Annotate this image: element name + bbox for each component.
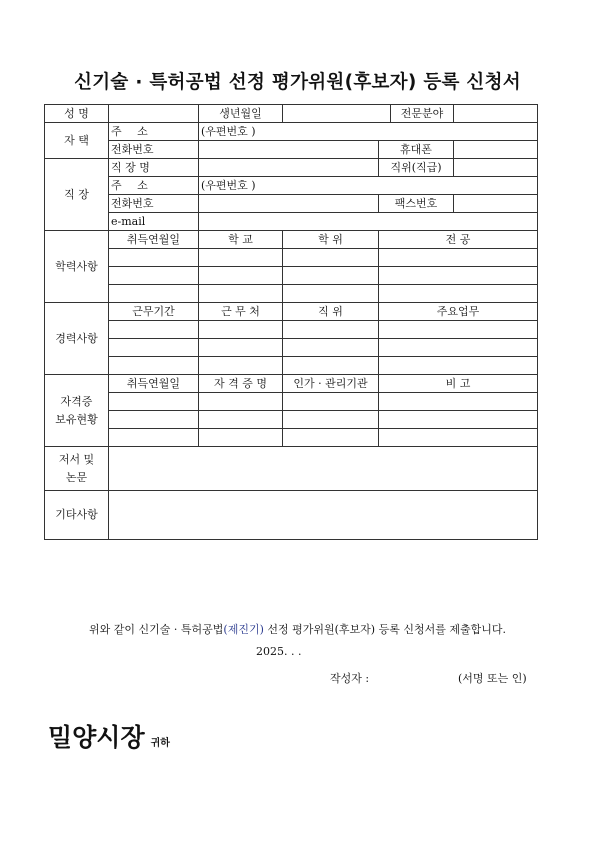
career-section-label: 경력사항 xyxy=(45,303,109,375)
career-row xyxy=(45,357,538,375)
fax-field[interactable] xyxy=(454,195,538,213)
position-label: 직위(직급) xyxy=(379,159,454,177)
birth-field[interactable] xyxy=(283,105,391,123)
work-address-label: 주 소 xyxy=(109,177,199,195)
email-field[interactable] xyxy=(199,213,538,231)
education-section-label: 학력사항 xyxy=(45,231,109,303)
edu-row xyxy=(45,249,538,267)
name-row xyxy=(45,105,538,123)
addressee-suffix: 귀하 xyxy=(150,738,170,749)
mobile-label: 휴대폰 xyxy=(379,141,454,159)
papers-label: 저서 및 논문 xyxy=(45,447,109,491)
career-header-duties: 주요업무 xyxy=(379,303,538,321)
declaration-highlight: (제진기) xyxy=(223,623,264,636)
home-address-label: 주 소 xyxy=(109,123,199,141)
author-label: 작성자 : xyxy=(330,672,370,685)
birth-label: 생년월일 xyxy=(199,105,283,123)
career-row xyxy=(45,339,538,357)
home-phone-field[interactable] xyxy=(199,141,379,159)
etc-label: 기타사항 xyxy=(45,491,109,540)
edu-header-date: 취득연월일 xyxy=(109,231,199,249)
company-label: 직 장 명 xyxy=(109,159,199,177)
license-header-date: 취득연월일 xyxy=(109,375,199,393)
license-header-name: 자 격 증 명 xyxy=(199,375,283,393)
license-header-note: 비 고 xyxy=(379,375,538,393)
license-row xyxy=(45,393,538,411)
career-header-period: 근무기간 xyxy=(109,303,199,321)
signature-label: (서명 또는 인) xyxy=(458,672,527,685)
addressee-name: 밀양시장 xyxy=(48,723,145,752)
edu-row xyxy=(45,267,538,285)
home-phone-label: 전화번호 xyxy=(109,141,199,159)
edu-header-degree: 학 위 xyxy=(283,231,379,249)
work-phone-label: 전화번호 xyxy=(109,195,199,213)
work-section-label: 직 장 xyxy=(45,159,109,231)
form-title: 신기술 · 특허공법 선정 평가위원(후보자) 등록 신청서 xyxy=(74,72,521,93)
work-address-field[interactable]: (우편번호 ) xyxy=(199,177,538,195)
addressee xyxy=(48,718,170,754)
home-address-field[interactable]: (우편번호 ) xyxy=(199,123,538,141)
company-field[interactable] xyxy=(199,159,379,177)
specialty-label: 전문분야 xyxy=(391,105,454,123)
license-row xyxy=(45,429,538,447)
date-line: 2025. . . xyxy=(256,645,302,658)
career-header-position: 직 위 xyxy=(283,303,379,321)
email-label: e-mail xyxy=(109,213,199,231)
application-form-table xyxy=(44,104,538,540)
etc-field[interactable] xyxy=(109,491,538,540)
fax-label: 팩스번호 xyxy=(379,195,454,213)
edu-header-major: 전 공 xyxy=(379,231,538,249)
declaration-text: 위와 같이 신기술 · 특허공법(제진기) 선정 평가위원(후보자) 등록 신청서를 제출합니다. xyxy=(89,623,506,636)
edu-row xyxy=(45,285,538,303)
name-label: 성 명 xyxy=(45,105,109,123)
license-row xyxy=(45,411,538,429)
edu-header-school: 학 교 xyxy=(199,231,283,249)
papers-field[interactable] xyxy=(109,447,538,491)
career-row xyxy=(45,321,538,339)
work-phone-field[interactable] xyxy=(199,195,379,213)
home-section-label: 자 택 xyxy=(45,123,109,159)
name-field[interactable] xyxy=(109,105,199,123)
license-header-agency: 인가 · 관리기관 xyxy=(283,375,379,393)
career-header-workplace: 근 무 처 xyxy=(199,303,283,321)
specialty-field[interactable] xyxy=(454,105,538,123)
position-field[interactable] xyxy=(454,159,538,177)
license-section-label: 자격증 보유현황 xyxy=(45,375,109,447)
mobile-field[interactable] xyxy=(454,141,538,159)
